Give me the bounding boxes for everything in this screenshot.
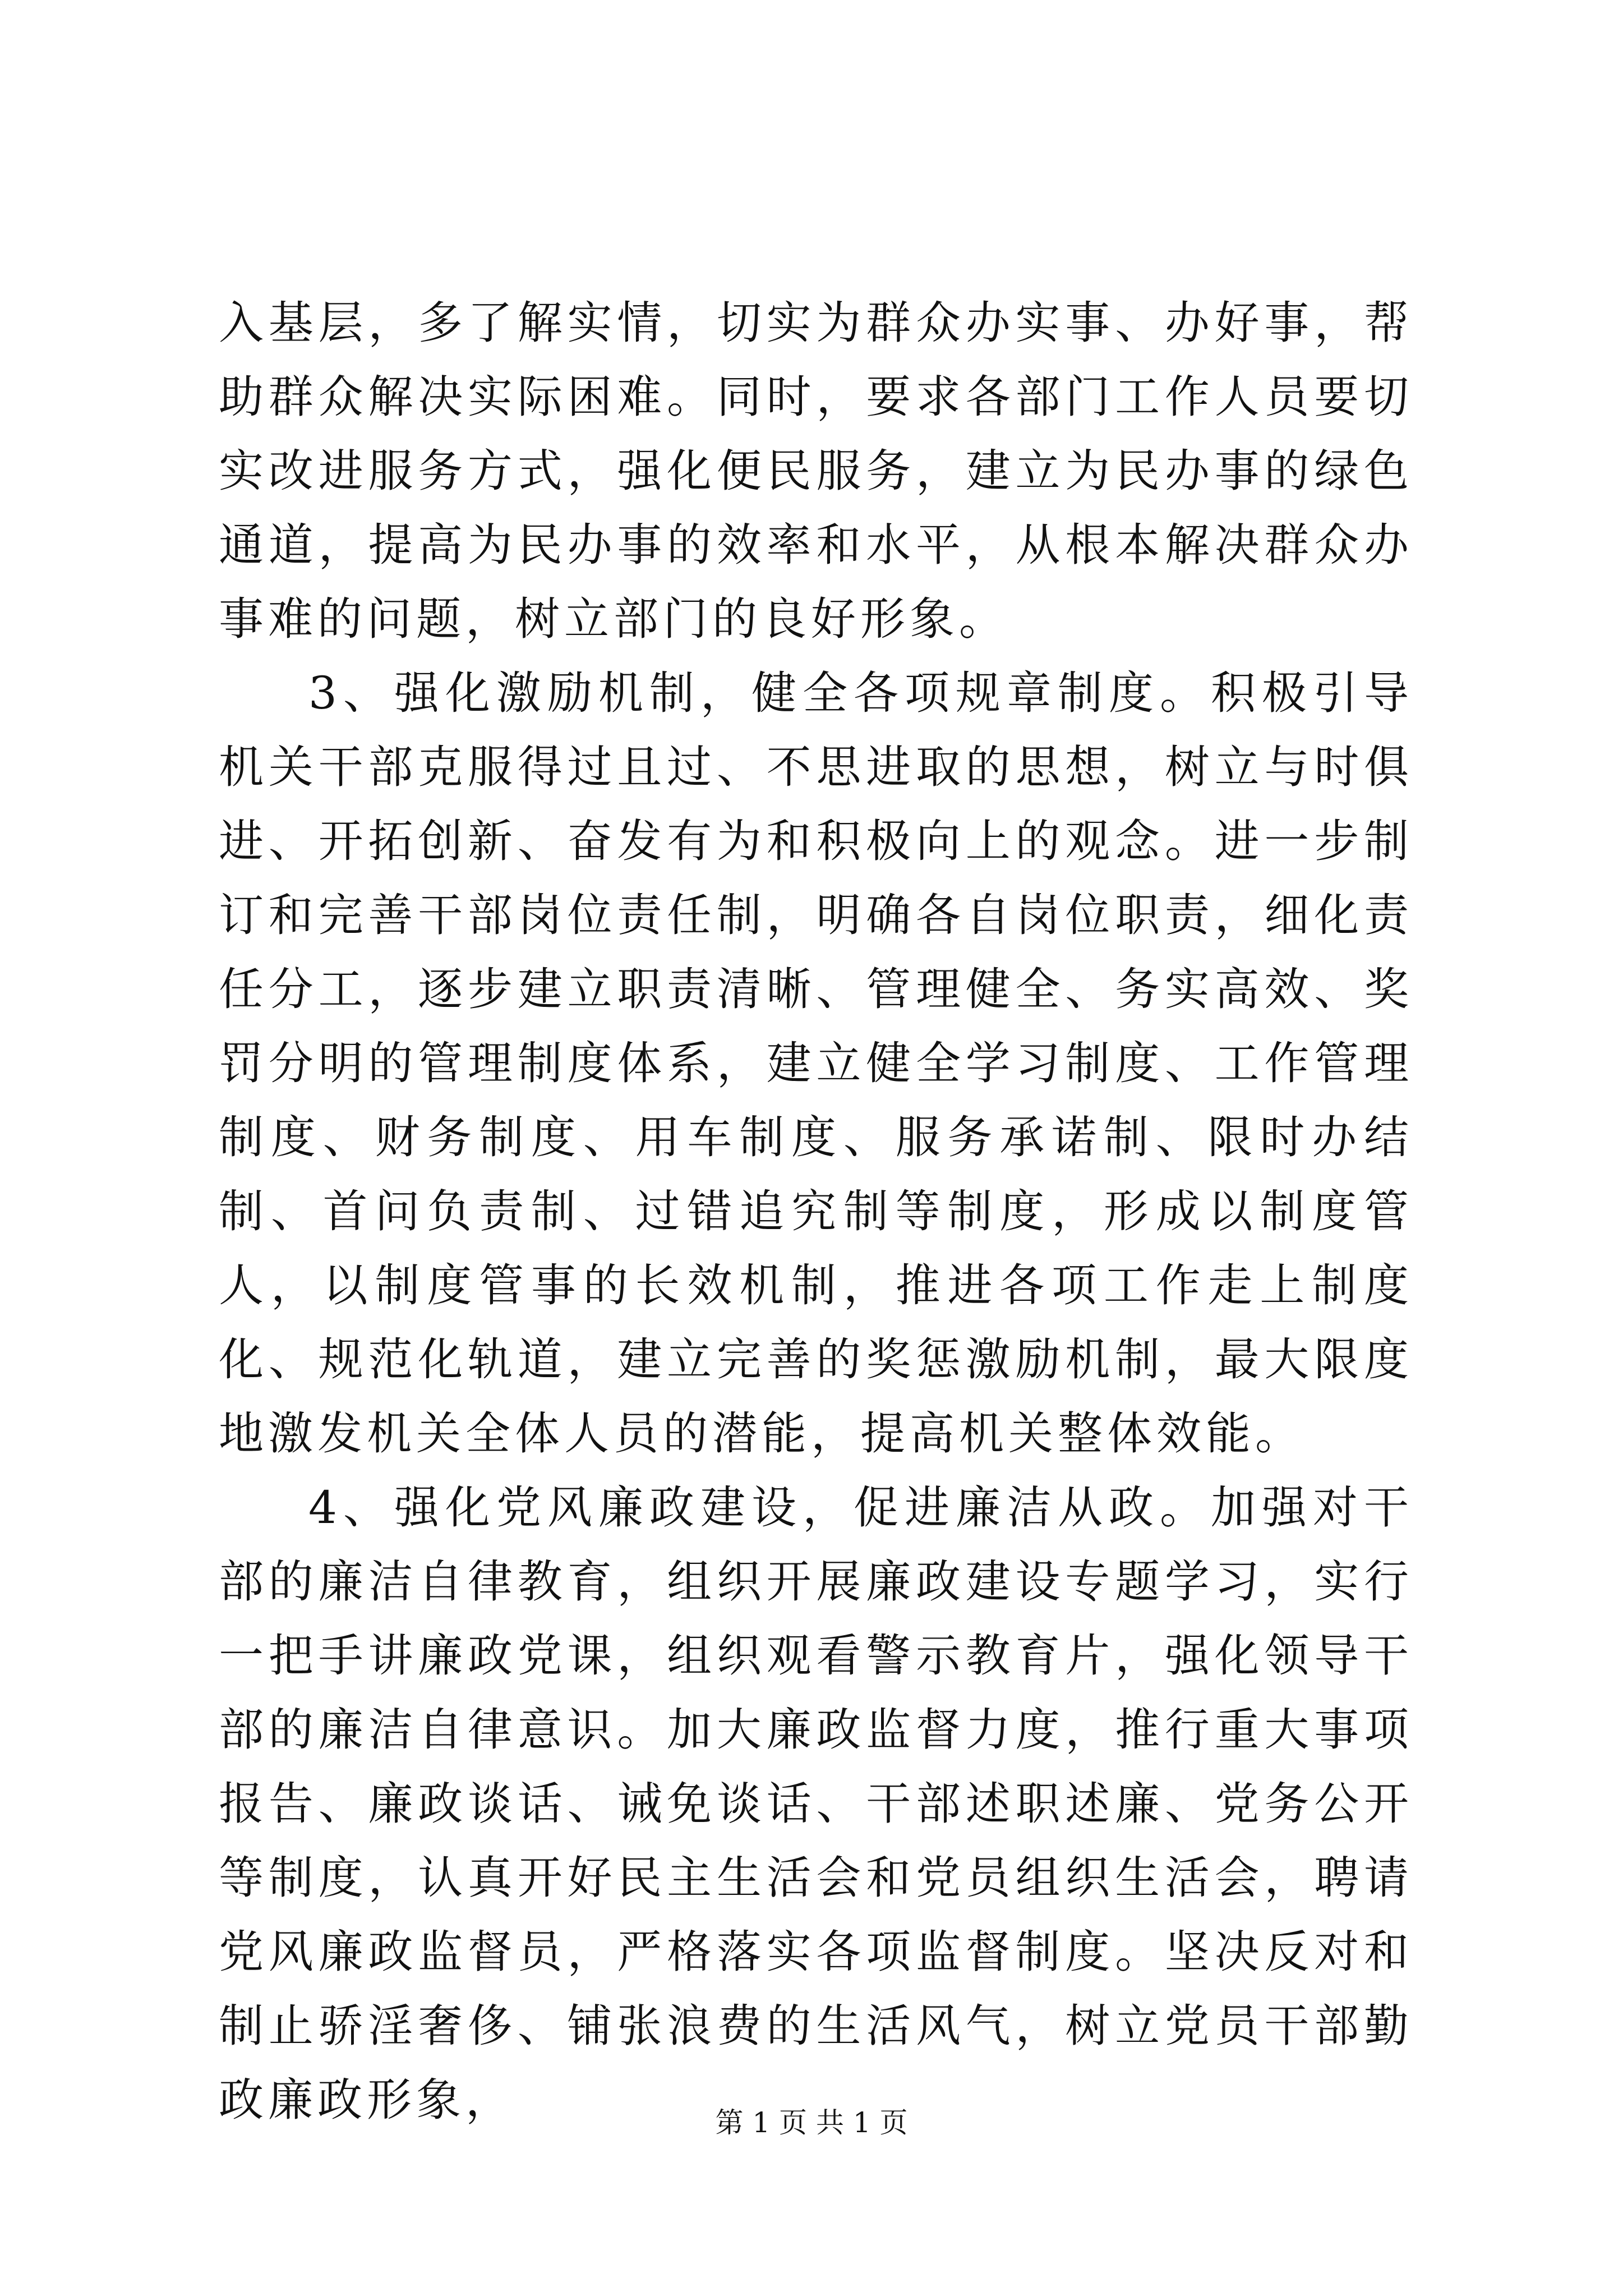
page-number-footer: 第 1 页 共 1 页	[715, 2106, 908, 2139]
paragraph-service-improvement: 入基层，多了解实情，切实为群众办实事、办好事，帮助群众解决实际困难。同时，要求各部门工作人员要切实改进服务方式，强化便民服务，建立为民办事的绿色通道，提高为民办事的效率和水平，从根本解决群众办事难的问题，树立部门的良好形象。	[219, 297, 1413, 645]
paragraph-incentive-mechanism: 3、强化激励机制，健全各项规章制度。积极引导机关干部克服得过且过、不思进取的思想，树立与时俱进、开拓创新、奋发有为和积极向上的观念。进一步制订和完善干部岗位责任制，明确各自岗位职责，细化责任分工，逐步建立职责清晰、管理健全、务实高效、奖罚分明的管理制度体系，建立健全学习制度、工作管理制度、财务制度、用车制度、服务承诺制、限时办结制、首问负责制、过错追究制等制度，形成以制度管人，以制度管事的长效机制，推进各项工作走上制度化、规范化轨道，建立完善的奖惩激励机制，最大限度地激发机关全体人员的潜能，提高机关整体效能。	[219, 667, 1413, 1460]
paragraph-integrity-building: 4、强化党风廉政建设，促进廉洁从政。加强对干部的廉洁自律教育，组织开展廉政建设专题学习，实行一把手讲廉政党课，组织观看警示教育片，强化领导干部的廉洁自律意识。加大廉政监督力度，推行重大事项报告、廉政谈话、诫免谈话、干部述职述廉、党务公开等制度，认真开好民主生活会和党员组织生活会，聘请党风廉政监督员，严格落实各项监督制度。坚决反对和制止骄淫奢侈、铺张浪费的生活风气，树立党员干部勤政廉政形象，	[219, 1481, 1413, 2126]
document-body	[219, 286, 1413, 2137]
